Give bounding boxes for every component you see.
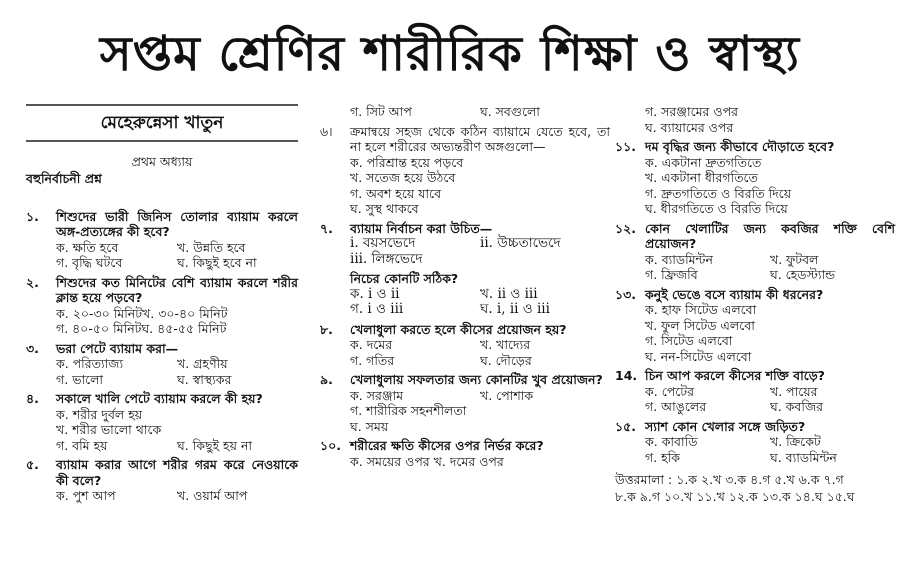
question-prompt: নিচের কোনটি সঠিক?: [350, 271, 459, 286]
option: খ. শরীর ভালো থাকে: [56, 422, 162, 437]
option: ক. হাফ সিটেড এলবো: [645, 302, 757, 317]
option: খ. একটানা ধীরগতিতে: [645, 170, 758, 185]
option: ক. পরিশ্রান্ত হয়ে পড়বে: [350, 154, 464, 170]
statement-row: i. বয়সভেদে ii. উচ্চতাভেদে: [350, 235, 561, 251]
column-3: [615, 104, 895, 505]
section-heading: বহুনির্বাচনী প্রশ্ন: [26, 171, 102, 186]
answer-line: ৮.ক ৯.গ ১০.খ ১১.খ ১২.ক ১৩.ক ১৪.ঘ ১৫.ঘ: [615, 489, 855, 504]
options-row: গ. i ও iii ঘ. i, ii ও iii: [350, 301, 550, 317]
question-10: ১০. শরীরের ক্ষতি কীসের ওপর নির্ভর করে?: [320, 438, 544, 453]
option: গ. শারীরিক সহনশীলতা: [350, 403, 467, 418]
question-1: ১. শিশুদের ভারী জিনিস তোলার ব্যায়াম করলে অঙ্গ-প্রত্যঙ্গের কী হবে?: [26, 208, 298, 239]
chapter-heading: প্রথম অধ্যায়: [131, 153, 193, 169]
option: গ. সরঞ্জামের ওপর: [645, 104, 738, 119]
divider: [26, 104, 298, 106]
option: ঘ. সময়: [350, 418, 389, 434]
question-15: ১৫. স্যাশ কোন খেলার সঙ্গে জড়িত?: [615, 418, 806, 434]
options-row: ক. ব্যাডমিন্টন খ. ফুটবল: [645, 251, 819, 267]
column-2: [320, 104, 610, 469]
question-5: ৫. ব্যায়াম করার আগে শরীর গরম করে নেওয়াকে কী বলে?: [26, 457, 298, 488]
divider: [26, 140, 298, 142]
question-4: ৪. সকালে খালি পেটে ব্যায়াম করলে কী হয়?: [26, 391, 263, 406]
options-row: ক. পেটের খ. পায়ের: [645, 383, 818, 399]
author-name: মেহেরুন্নেসা খাতুন: [100, 113, 224, 133]
options-row: গ. সিট আপ ঘ. সবগুলো: [350, 104, 540, 119]
answer-key: [615, 471, 895, 505]
question-7: ৭. ব্যায়াম নির্বাচন করা উচিত—: [320, 220, 493, 236]
question-8: ৮. খেলাধুলা করতে হলে কীসের প্রয়োজন হয়?: [320, 321, 567, 337]
options-row: ক. পরিত্যাজ্য খ. গ্রহণীয়: [56, 356, 228, 371]
options-row: ক. দমের খ. খাদ্যের: [350, 337, 531, 352]
options-row: ক. কাবাডি খ. ক্রিকেট: [645, 434, 821, 449]
column-1: [26, 104, 298, 504]
question-9: ৯. খেলাধুলায় সফলতার জন্য কোনটির খুব প্রয়োজন?: [320, 372, 603, 387]
option: গ. সিটেড এলবো: [645, 333, 733, 348]
option: খ. সতেজ হয়ে উঠবে: [350, 170, 456, 185]
options-row: ক. ক্ষতি হবে খ. উন্নতি হবে: [56, 239, 246, 255]
option: গ. দ্রুতগতিতে ও বিরতি দিয়ে: [645, 185, 792, 201]
question-6: ৬। ক্রমান্বয়ে সহজ থেকে কঠিন ব্যায়ামে যেতে হবে, তা না হলে শরীরের অভ্যন্তরীণ অঙ্গগুলো—: [320, 123, 610, 154]
option: ঘ. ধীরগতিতে ও বিরতি দিয়ে: [645, 201, 788, 216]
option: ঘ. সুস্থ থাকবে: [350, 201, 419, 216]
options-row: গ. হকি ঘ. ব্যাডমিন্টন: [645, 449, 837, 465]
option: গ. অবশ হয়ে যাবে: [350, 185, 442, 201]
question-13: ১৩. কনুই ভেঙে বসে ব্যায়াম কী ধরনের?: [615, 286, 824, 302]
option: ক. একটানা দ্রুতগতিতে: [645, 154, 762, 170]
options-row: গ. ফ্রিজবি ঘ. হেডস্ট্যান্ড: [645, 267, 836, 282]
question-11: ১১. দম বৃদ্ধির জন্য কীভাবে দৌড়াতে হবে?: [615, 139, 835, 154]
options-row: গ. বৃদ্ধি ঘটবে ঘ. কিছুই হবে না: [56, 255, 257, 270]
option: ক. ২০-৩০ মিনিটখ. ৩০-৪০ মিনিট: [56, 305, 228, 321]
option: গ. ৪০-৫০ মিনিটঘ. ৪৫-৫৫ মিনিট: [56, 321, 227, 336]
options-row: গ. ভালো ঘ. স্বাস্থ্যকর: [56, 371, 232, 387]
question-2: ২. শিশুদের কত মিনিটের বেশি ব্যায়াম করলে শরীর ক্লান্ত হয়ে পড়বে?: [26, 274, 298, 305]
option: ক. শরীর দুর্বল হয়: [56, 406, 143, 422]
options-row: ক. পুশ আপ খ. ওয়ার্ম আপ: [56, 488, 248, 503]
options-row: গ. বমি হয় ঘ. কিছুই হয় না: [56, 437, 253, 453]
options-row: ক. i ও ii খ. ii ও iii: [350, 285, 538, 302]
question-14: 14. চিন আপ করলে কীসের শক্তি বাড়ে?: [615, 368, 825, 383]
option: ঘ. ব্যায়ামের ওপর: [645, 119, 734, 135]
question-12: ১২. কোন খেলাটির জন্য কবজির শক্তি বেশি প্রয়োজন?: [615, 220, 895, 251]
option: ঘ. নন-সিটেড এলবো: [645, 348, 752, 364]
option: খ. ফুল সিটেড এলবো: [645, 317, 755, 333]
statement: iii. লিঙ্গভেদে: [350, 250, 423, 267]
option: ক. সময়ের ওপর খ. দমের ওপর: [350, 453, 504, 469]
options-row: গ. আঙুলের ঘ. কবজির: [645, 399, 824, 414]
answer-line: উত্তরমালা : ১.ক ২.খ ৩.ক ৪.গ ৫.খ ৬.ক ৭.গ: [615, 472, 844, 487]
options-row: গ. গতির ঘ. দৌড়ের: [350, 352, 532, 368]
question-3: ৩. ভরা পেটে ব্যায়াম করা—: [26, 340, 179, 356]
page-title: সপ্তম শ্রেণির শারীরিক শিক্ষা ও স্বাস্থ্য: [99, 26, 801, 82]
options-row: ক. সরঞ্জাম খ. পোশাক: [350, 387, 534, 403]
